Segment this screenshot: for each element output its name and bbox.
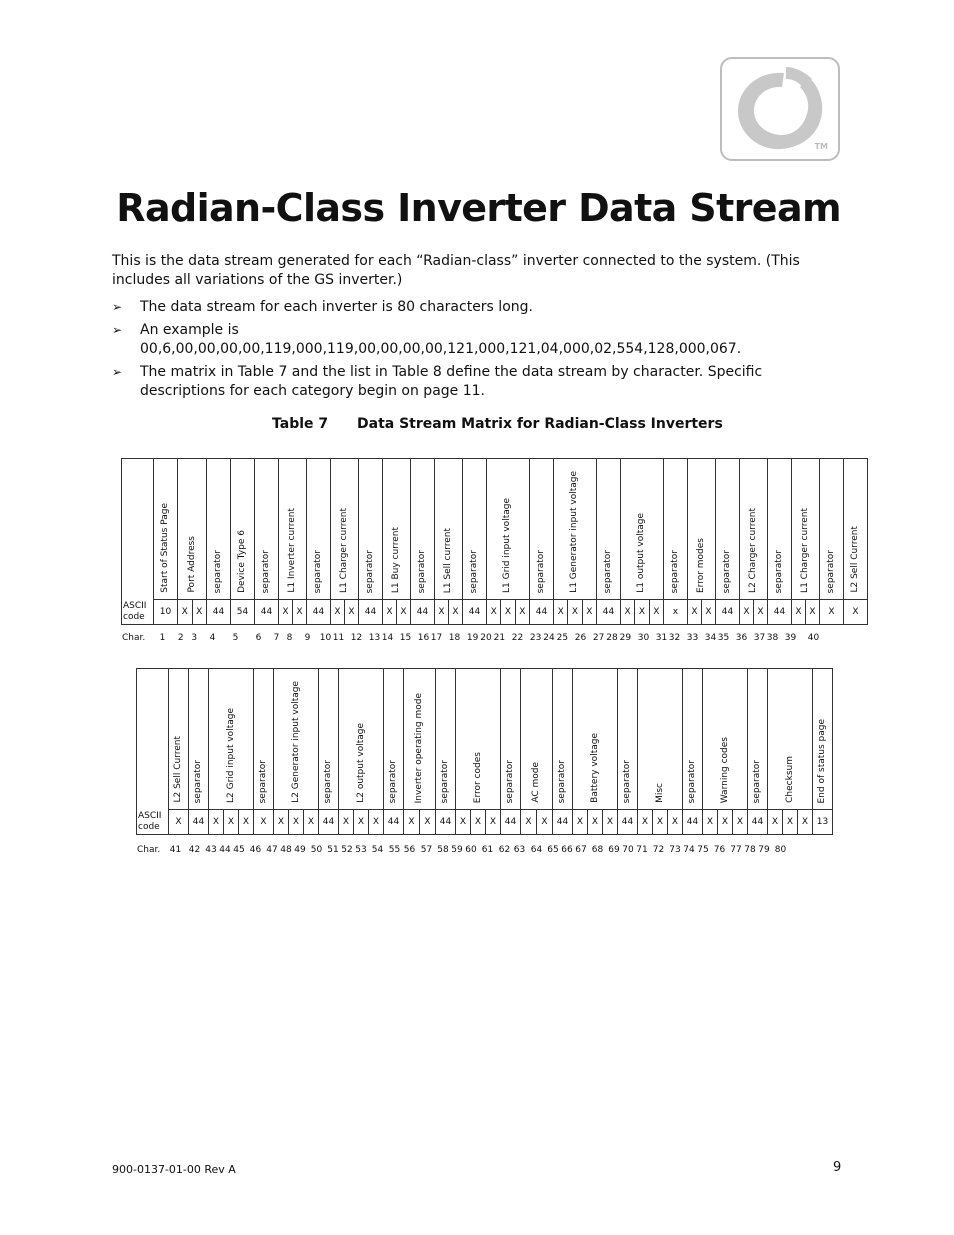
char-number: 74: [683, 845, 695, 855]
char-number: 5: [232, 633, 239, 643]
column-header: [436, 669, 456, 810]
ascii-code-cell: 44: [618, 810, 638, 835]
ascii-code-cell: X: [304, 810, 319, 835]
ascii-code-cell: X: [687, 600, 701, 625]
char-number: 68: [591, 845, 604, 855]
ascii-code-cell: X: [420, 810, 436, 835]
char-index-row-2: [136, 845, 806, 859]
column-header: [638, 669, 683, 810]
char-number: 20: [480, 633, 492, 643]
ascii-code-cell: X: [768, 810, 783, 835]
char-number: 46: [249, 845, 262, 855]
char-number: 76: [713, 845, 726, 855]
ascii-code-cell: X: [653, 810, 668, 835]
column-header-label: separator: [752, 759, 762, 803]
char-number: 29: [619, 633, 632, 643]
char-number: 54: [371, 845, 384, 855]
company-logo: [720, 57, 840, 161]
column-header: [487, 459, 530, 600]
column-header: [209, 669, 254, 810]
char-number: 26: [574, 633, 587, 643]
ascii-code-cell: X: [521, 810, 537, 835]
column-header: [843, 459, 867, 600]
column-header: [279, 459, 307, 600]
ascii-code-cell: X: [515, 600, 529, 625]
char-number: 25: [556, 633, 569, 643]
ascii-code-cell: X: [798, 810, 813, 835]
column-header: [456, 669, 501, 810]
char-number: 35: [717, 633, 730, 643]
column-header: [521, 669, 553, 810]
ascii-code-cell: 44: [529, 600, 553, 625]
char-number: 47: [266, 845, 278, 855]
char-number: 53: [355, 845, 367, 855]
char-number: 24: [543, 633, 555, 643]
column-header: [791, 459, 819, 600]
ascii-code-cell: X: [345, 600, 359, 625]
char-number: 2: [177, 633, 184, 643]
char-number: 30: [637, 633, 650, 643]
ascii-code-cell: 44: [255, 600, 279, 625]
column-header: [339, 669, 384, 810]
ascii-code-cell: X: [331, 600, 345, 625]
column-header: [255, 459, 279, 600]
ascii-code-cell: X: [791, 600, 805, 625]
ascii-code-cell: X: [369, 810, 384, 835]
bullet-item: ➢ The matrix in Table 7 and the list in Table 8 define the data stream by character. Specific descriptions for each category begin on page 11.: [112, 364, 763, 399]
column-header-label: separator: [557, 759, 567, 803]
column-header-label: L2 Grid input voltage: [225, 708, 236, 803]
column-header: [819, 459, 843, 600]
column-header-label: separator: [687, 759, 697, 803]
ascii-code-cell: 44: [683, 810, 703, 835]
column-header-label: separator: [535, 549, 546, 593]
char-number: 49: [294, 845, 306, 855]
column-header: [178, 459, 207, 600]
column-header-label: Port Address: [186, 536, 197, 593]
column-header-label: separator: [825, 549, 836, 593]
column-header: [384, 669, 404, 810]
char-number: 80: [774, 845, 787, 855]
ascii-code-cell: X: [783, 810, 798, 835]
char-number: 48: [280, 845, 292, 855]
char-number: 9: [304, 633, 311, 643]
char-number: 55: [388, 845, 401, 855]
column-header-label: L1 Charger current: [799, 508, 810, 593]
column-header: [404, 669, 436, 810]
ascii-code-cell: 44: [715, 600, 739, 625]
char-number: 39: [784, 633, 797, 643]
ascii-code-cell: X: [501, 600, 515, 625]
column-header-label: separator: [261, 549, 271, 593]
char-number: 15: [399, 633, 412, 643]
char-number: 11: [332, 633, 345, 643]
ascii-code-cell: X: [701, 600, 715, 625]
ascii-code-cell: X: [582, 600, 596, 625]
ascii-code-cell: X: [635, 600, 649, 625]
char-number: 58: [437, 845, 449, 855]
ascii-code-cell: X: [638, 810, 653, 835]
ascii-code-cell: X: [456, 810, 471, 835]
ascii-code-cell: X: [354, 810, 369, 835]
char-number: 34: [704, 633, 717, 643]
ascii-code-cell: 44: [463, 600, 487, 625]
char-number: 22: [511, 633, 524, 643]
column-header-label: separator: [365, 549, 375, 593]
ascii-code-cell: X: [224, 810, 239, 835]
ascii-code-cell: 44: [319, 810, 339, 835]
column-header: [529, 459, 553, 600]
ascii-code-cell: X: [435, 600, 449, 625]
column-header: [319, 669, 339, 810]
column-header-label: Device Type 6: [237, 530, 247, 593]
ascii-code-cell: X: [733, 810, 748, 835]
ascii-code-cell: X: [537, 810, 553, 835]
ascii-code-cell: X: [239, 810, 254, 835]
column-header-label: Error codes: [472, 751, 483, 803]
char-number: 61: [481, 845, 494, 855]
ascii-code-cell: 44: [767, 600, 791, 625]
column-header-label: L1 Sell current: [443, 527, 453, 593]
column-header: [573, 669, 618, 810]
ascii-code-cell: 44: [553, 810, 573, 835]
column-header-label: separator: [469, 549, 479, 593]
column-header-label: separator: [388, 759, 398, 803]
column-header-label: separator: [602, 549, 613, 593]
table-title: Data Stream Matrix for Radian-Class Inverters: [357, 416, 723, 432]
column-header: [663, 459, 687, 600]
column-header-label: End of status page: [817, 718, 827, 803]
char-number: 28: [606, 633, 618, 643]
ascii-code-cell: 44: [501, 810, 521, 835]
ascii-code-cell: 44: [359, 600, 383, 625]
char-number: 27: [592, 633, 605, 643]
ascii-code-cell: X: [668, 810, 683, 835]
data-stream-matrix-1-40: [121, 458, 868, 625]
char-number: 69: [608, 845, 620, 855]
ascii-code-cell: X: [805, 600, 819, 625]
char-number: 72: [652, 845, 665, 855]
column-header-label: L2 Generator input voltage: [290, 681, 301, 803]
char-number: 8: [286, 633, 293, 643]
ascii-code-label: ASCII code: [137, 810, 169, 835]
char-number: 78: [744, 845, 756, 855]
column-header: [231, 459, 255, 600]
ascii-code-cell: X: [178, 600, 193, 625]
char-number: 41: [169, 845, 182, 855]
column-header-label: separator: [505, 759, 515, 803]
ascii-code-cell: X: [718, 810, 733, 835]
ascii-code-cell: X: [404, 810, 420, 835]
char-number: 12: [350, 633, 363, 643]
char-number: 59: [451, 845, 463, 855]
trademark-mark: TM: [814, 142, 828, 151]
arrow-bullet-icon: ➢: [112, 323, 123, 337]
column-header-label: Start of Status Page: [160, 503, 170, 593]
column-header: [620, 459, 663, 600]
char-number: 79: [758, 845, 770, 855]
column-header: [359, 459, 383, 600]
char-number: 77: [730, 845, 742, 855]
char-number: 70: [622, 845, 634, 855]
column-header-label: L1 Generator input voltage: [569, 471, 580, 593]
char-number: 16: [417, 633, 430, 643]
column-header: [687, 459, 715, 600]
char-number: 3: [191, 633, 198, 643]
char-number: 64: [530, 845, 543, 855]
ascii-code-cell: X: [192, 600, 207, 625]
char-label: Char.: [137, 845, 161, 855]
ascii-code-cell: 44: [748, 810, 768, 835]
column-header: [501, 669, 521, 810]
page-number: 9: [833, 1160, 842, 1175]
intro-paragraph: This is the data stream generated for each “Radian-class” inverter connected to the system. (This includes all variations of the GS inverter.): [112, 253, 800, 288]
char-number: 13: [368, 633, 381, 643]
ascii-code-cell: X: [383, 600, 397, 625]
column-header-label: separator: [721, 549, 732, 593]
ascii-code-cell: X: [843, 600, 867, 625]
char-number: 65: [547, 845, 559, 855]
char-number: 66: [561, 845, 573, 855]
ascii-code-cell: X: [553, 600, 567, 625]
char-number: 18: [448, 633, 461, 643]
bullet-item: ➢ The data stream for each inverter is 80 characters long.: [112, 299, 533, 315]
column-header-label: separator: [323, 759, 333, 803]
ascii-code-cell: X: [819, 600, 843, 625]
ascii-code-cell: X: [649, 600, 663, 625]
ascii-code-cell: 44: [436, 810, 456, 835]
ascii-code-cell: X: [568, 600, 582, 625]
ascii-code-cell: 44: [596, 600, 620, 625]
column-header-label: L1 Inverter current: [287, 508, 297, 593]
column-header: [715, 459, 739, 600]
column-header-label: L2 Sell Current: [173, 736, 183, 803]
page-title: Radian-Class Inverter Data Stream: [116, 186, 841, 230]
column-header: [767, 459, 791, 600]
char-number: 67: [575, 845, 587, 855]
ascii-code-cell: X: [289, 810, 304, 835]
column-header: [553, 459, 596, 600]
column-header-label: Error modes: [695, 537, 706, 593]
ascii-code-cell: X: [274, 810, 289, 835]
column-header: [307, 459, 331, 600]
char-number: 14: [381, 633, 394, 643]
char-number: 19: [466, 633, 479, 643]
column-header: [463, 459, 487, 600]
char-number: 52: [341, 845, 353, 855]
column-header-label: separator: [213, 549, 223, 593]
bullet-item: ➢ An example is 00,6,00,00,00,00,119,000,119,00,00,00,00,121,000,121,04,000,02,554,128,000,067.: [112, 322, 742, 357]
ascii-code-cell: X: [449, 600, 463, 625]
column-header-label: AC mode: [531, 762, 541, 803]
column-header: [596, 459, 620, 600]
char-number: 21: [493, 633, 506, 643]
ascii-code-cell: X: [279, 600, 293, 625]
char-number: 32: [668, 633, 681, 643]
char-number: 75: [697, 845, 709, 855]
ascii-code-cell: X: [603, 810, 618, 835]
ascii-code-cell: X: [339, 810, 354, 835]
header-corner: [122, 459, 154, 600]
column-header: [768, 669, 813, 810]
char-number: 57: [420, 845, 433, 855]
char-number: 1: [159, 633, 166, 643]
ascii-code-cell: X: [397, 600, 411, 625]
ascii-code-cell: 44: [307, 600, 331, 625]
char-number: 44: [219, 845, 231, 855]
char-number: 62: [498, 845, 511, 855]
ascii-code-cell: X: [703, 810, 718, 835]
ascii-code-cell: X: [588, 810, 603, 835]
char-number: 63: [513, 845, 526, 855]
char-number: 7: [273, 633, 280, 643]
column-header: [254, 669, 274, 810]
ascii-code-cell: X: [753, 600, 767, 625]
char-number: 37: [753, 633, 766, 643]
column-header: [739, 459, 767, 600]
ascii-code-cell: x: [663, 600, 687, 625]
column-header-label: separator: [417, 549, 427, 593]
char-number: 43: [205, 845, 217, 855]
ascii-code-cell: X: [209, 810, 224, 835]
column-header-label: L1 Buy current: [391, 526, 401, 593]
column-header: [618, 669, 638, 810]
char-number: 50: [310, 845, 323, 855]
column-header-label: separator: [669, 549, 680, 593]
ascii-code-cell: 54: [231, 600, 255, 625]
column-header: [748, 669, 768, 810]
ascii-code-label: ASCII code: [122, 600, 154, 625]
column-header-label: separator: [258, 759, 268, 803]
column-header-label: separator: [773, 549, 784, 593]
column-header-label: separator: [313, 549, 323, 593]
data-stream-matrix-41-80: [136, 668, 833, 835]
column-header-label: Warning codes: [719, 736, 730, 803]
column-header: [383, 459, 411, 600]
char-number: 60: [465, 845, 477, 855]
column-header-label: Inverter operating mode: [414, 692, 424, 803]
char-number: 36: [735, 633, 748, 643]
document-number: 900-0137-01-00 Rev A: [112, 1163, 236, 1176]
char-number: 40: [807, 633, 820, 643]
ascii-code-cell: 44: [411, 600, 435, 625]
column-header-label: L1 output voltage: [636, 513, 647, 593]
arrow-bullet-icon: ➢: [112, 300, 123, 314]
ascii-code-cell: X: [293, 600, 307, 625]
column-header-label: L1 Charger current: [339, 508, 349, 593]
char-index-row-1: [121, 633, 833, 647]
char-number: 17: [430, 633, 443, 643]
char-number: 45: [233, 845, 245, 855]
bullet-list: [112, 298, 832, 405]
column-header-label: Misc: [654, 783, 665, 803]
column-header-label: separator: [193, 759, 203, 803]
column-header: [411, 459, 435, 600]
column-header-label: Checksum: [784, 756, 795, 803]
ascii-code-cell: X: [487, 600, 501, 625]
column-header-label: Battery voltage: [589, 733, 600, 803]
column-header: [154, 459, 178, 600]
char-number: 71: [636, 845, 648, 855]
ascii-code-cell: X: [169, 810, 189, 835]
column-header-label: L2 Charger current: [747, 508, 758, 593]
char-number: 33: [686, 633, 699, 643]
table-caption: [272, 416, 723, 432]
ascii-code-cell: X: [254, 810, 274, 835]
char-number: 73: [669, 845, 681, 855]
char-number: 4: [209, 633, 216, 643]
column-header: [207, 459, 231, 600]
table-number: Table 7: [272, 416, 329, 432]
arrow-bullet-icon: ➢: [112, 365, 123, 379]
char-label: Char.: [122, 633, 146, 643]
char-number: 51: [327, 845, 339, 855]
column-header: [553, 669, 573, 810]
char-number: 23: [529, 633, 542, 643]
char-number: 42: [188, 845, 201, 855]
ascii-code-cell: X: [573, 810, 588, 835]
column-header-label: L1 Grid input voltage: [502, 498, 513, 593]
column-header: [683, 669, 703, 810]
ascii-code-cell: X: [486, 810, 501, 835]
column-header-label: L2 Sell Current: [849, 526, 860, 593]
column-header: [331, 459, 359, 600]
ascii-code-cell: 13: [813, 810, 833, 835]
ascii-code-cell: 44: [207, 600, 231, 625]
header-corner: [137, 669, 169, 810]
column-header-label: separator: [440, 759, 450, 803]
column-header: [435, 459, 463, 600]
ascii-code-cell: X: [471, 810, 486, 835]
ascii-code-cell: X: [620, 600, 634, 625]
ascii-code-cell: 10: [154, 600, 178, 625]
column-header: [274, 669, 319, 810]
char-number: 38: [766, 633, 779, 643]
char-number: 31: [655, 633, 668, 643]
ascii-code-cell: 44: [189, 810, 209, 835]
column-header: [189, 669, 209, 810]
column-header: [813, 669, 833, 810]
column-header: [169, 669, 189, 810]
column-header: [703, 669, 748, 810]
char-number: 6: [255, 633, 262, 643]
ascii-code-cell: 44: [384, 810, 404, 835]
char-number: 10: [319, 633, 332, 643]
column-header-label: L2 output voltage: [355, 723, 366, 803]
char-number: 56: [403, 845, 416, 855]
ascii-code-cell: X: [739, 600, 753, 625]
column-header-label: separator: [622, 759, 632, 803]
